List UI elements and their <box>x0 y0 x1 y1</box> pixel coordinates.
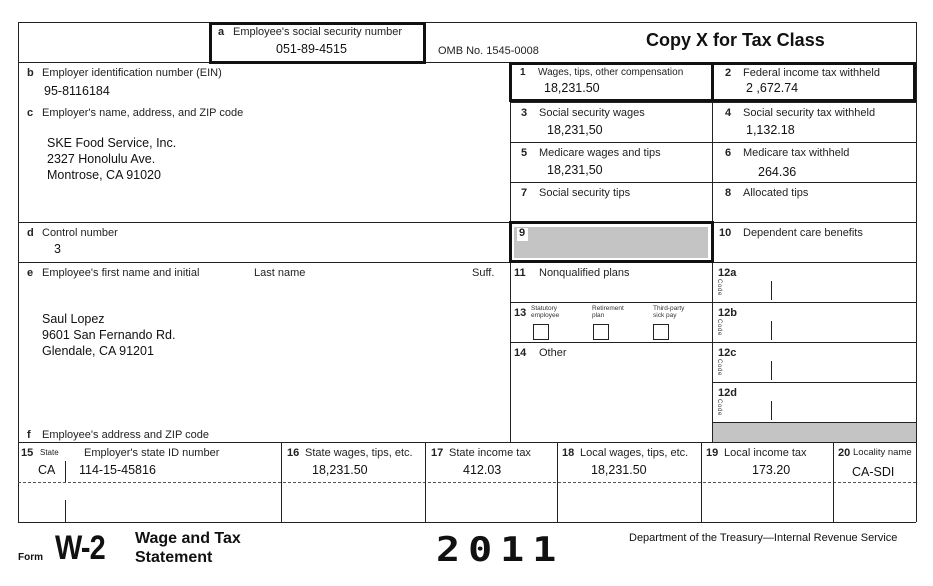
state-id-value: 114-15-45816 <box>79 463 156 477</box>
third-party-sick-pay-checkbox[interactable] <box>653 324 669 340</box>
box-12c-code-label: C o d e <box>716 359 722 375</box>
state-tax-value: 412.03 <box>463 463 502 477</box>
box-a-label: Employee's social security number <box>233 26 403 38</box>
ssn-value: 051-89-4515 <box>276 42 347 56</box>
box-c-label: Employer's name, address, and ZIP code <box>42 107 244 119</box>
row-line-4 <box>510 182 916 183</box>
medicare-wages-value: 18,231,50 <box>547 163 603 177</box>
medicare-tax-value: 264.36 <box>758 165 797 179</box>
employee-name: Saul Lopez <box>42 312 105 326</box>
box-14-label: Other <box>539 347 567 359</box>
wages-value: 18,231.50 <box>544 81 600 95</box>
box-7-label: Social security tips <box>539 187 631 199</box>
box-12a-divider <box>771 281 772 300</box>
frame-bottom <box>18 522 916 523</box>
box-e-last-name-label: Last name <box>254 267 306 279</box>
box-20-num: 20 <box>838 447 851 459</box>
box-c-letter: c <box>27 107 34 119</box>
frame-left <box>18 22 19 522</box>
box-12c-divider <box>771 361 772 380</box>
box-8-label: Allocated tips <box>743 187 809 199</box>
box-b-label: Employer identification number (EIN) <box>42 67 222 79</box>
row-line-7 <box>510 302 916 303</box>
box-6-num: 6 <box>725 147 732 159</box>
state-wages-value: 18,231.50 <box>312 463 368 477</box>
row-line-3 <box>510 142 916 143</box>
box-5-label: Medicare wages and tips <box>539 147 661 159</box>
box-19-label: Local income tax <box>724 447 807 459</box>
box-12c-num: 12c <box>718 347 737 359</box>
local-tax-value: 173.20 <box>752 463 791 477</box>
copy-title: Copy X for Tax Class <box>646 30 825 50</box>
box-e-label: Employee's first name and initial <box>42 267 200 279</box>
row-line-8 <box>510 342 916 343</box>
state-id-divider <box>65 461 66 482</box>
row-line-9 <box>712 382 916 383</box>
box-d-label: Control number <box>42 227 118 239</box>
box-1-label: Wages, tips, other compensation <box>538 67 684 78</box>
employee-street: 9601 San Fernando Rd. <box>42 328 176 342</box>
frame-top <box>18 22 916 23</box>
frame-right <box>916 22 917 522</box>
row-line-5 <box>18 222 916 223</box>
box-6-label: Medicare tax withheld <box>743 147 850 159</box>
col-line-18 <box>557 442 558 522</box>
row-line-11 <box>18 442 916 443</box>
box-d-letter: d <box>27 227 34 239</box>
box-a-letter: a <box>218 26 225 38</box>
form-label: Form <box>18 552 43 563</box>
box-9-shade <box>514 227 708 258</box>
employee-city: Glendale, CA 91201 <box>42 344 154 358</box>
box-e-letter: e <box>27 267 34 279</box>
state-dashed-line <box>18 482 916 483</box>
local-wages-value: 18,231.50 <box>591 463 647 477</box>
ein-value: 95-8116184 <box>44 84 110 98</box>
box-12a-num: 12a <box>718 267 737 279</box>
col-line-19 <box>701 442 702 522</box>
statutory-employee-checkbox[interactable] <box>533 324 549 340</box>
box-1-num: 1 <box>520 67 526 78</box>
locality-value: CA-SDI <box>852 465 895 479</box>
box-12d-divider <box>771 401 772 420</box>
box-9-num: 9 <box>517 228 528 241</box>
box-16-num: 16 <box>287 447 300 459</box>
box-3-label: Social security wages <box>539 107 645 119</box>
box-8-num: 8 <box>725 187 732 199</box>
statutory-label: Statutory employee <box>531 305 560 319</box>
box-12b-num: 12b <box>718 307 737 319</box>
statement-line-1: Wage and Tax <box>135 530 241 547</box>
employer-street: 2327 Honolulu Ave. <box>47 152 156 166</box>
box-16-label: State wages, tips, etc. <box>305 447 413 459</box>
department-label: Department of the Treasury—Internal Revenue Service <box>629 532 898 544</box>
box-b-letter: b <box>27 67 34 79</box>
box-12b-divider <box>771 321 772 340</box>
box-11-label: Nonqualified plans <box>539 267 630 279</box>
box-19-num: 19 <box>706 447 719 459</box>
statement-line-2: Statement <box>135 549 213 566</box>
box-17-num: 17 <box>431 447 444 459</box>
federal-tax-value: 2 ,672.74 <box>746 81 799 95</box>
box-3-num: 3 <box>521 107 528 119</box>
ss-wages-value: 18,231,50 <box>547 123 603 137</box>
box-e-suffix-label: Suff. <box>472 267 495 279</box>
box-14-num: 14 <box>514 347 527 359</box>
tax-year: 2011 <box>436 530 565 570</box>
box-4-num: 4 <box>725 107 732 119</box>
box-10-label: Dependent care benefits <box>743 227 863 239</box>
box-15-state-label: State <box>40 448 59 457</box>
box-12d-code-label: C o d e <box>716 399 722 415</box>
row-line-2 <box>510 102 916 103</box>
box-13-num: 13 <box>514 307 527 319</box>
box-15-id-label: Employer's state ID number <box>84 447 220 459</box>
box-11-num: 11 <box>514 267 526 279</box>
employer-city: Montrose, CA 91020 <box>47 168 161 182</box>
box-15-num: 15 <box>21 447 34 459</box>
sickpay-label: Third-party sick pay <box>653 305 685 319</box>
col-line-20 <box>833 442 834 522</box>
state-value: CA <box>38 463 56 477</box>
row-line-6 <box>18 262 916 263</box>
box-5-num: 5 <box>521 147 528 159</box>
box-4-label: Social security tax withheld <box>743 107 876 119</box>
state-id-divider-2 <box>65 500 66 522</box>
employer-name: SKE Food Service, Inc. <box>47 136 177 150</box>
box-f-label: Employee's address and ZIP code <box>42 429 209 441</box>
box-18-num: 18 <box>562 447 575 459</box>
box-10-num: 10 <box>719 227 732 239</box>
box-2-label: Federal income tax withheld <box>743 67 880 79</box>
retirement-plan-checkbox[interactable] <box>593 324 609 340</box>
box-12a-code-label: C o d e <box>716 279 722 295</box>
shaded-area <box>713 423 916 442</box>
control-number-value: 3 <box>54 242 61 256</box>
col-line-16 <box>281 442 282 522</box>
box-20-label: Locality name <box>853 447 912 458</box>
box-17-label: State income tax <box>449 447 531 459</box>
box-12b-code-label: C o d e <box>716 319 722 335</box>
ss-tax-value: 1,132.18 <box>746 123 795 137</box>
omb-number: OMB No. 1545-0008 <box>438 45 539 57</box>
form-name: W-2 <box>55 529 105 567</box>
box-7-num: 7 <box>521 187 528 199</box>
col-line-17 <box>425 442 426 522</box>
box-2-num: 2 <box>725 67 732 79</box>
box-f-letter: f <box>27 429 31 441</box>
box-12d-num: 12d <box>718 387 737 399</box>
box-18-label: Local wages, tips, etc. <box>580 447 689 459</box>
retirement-label: Retirement plan <box>592 305 624 319</box>
